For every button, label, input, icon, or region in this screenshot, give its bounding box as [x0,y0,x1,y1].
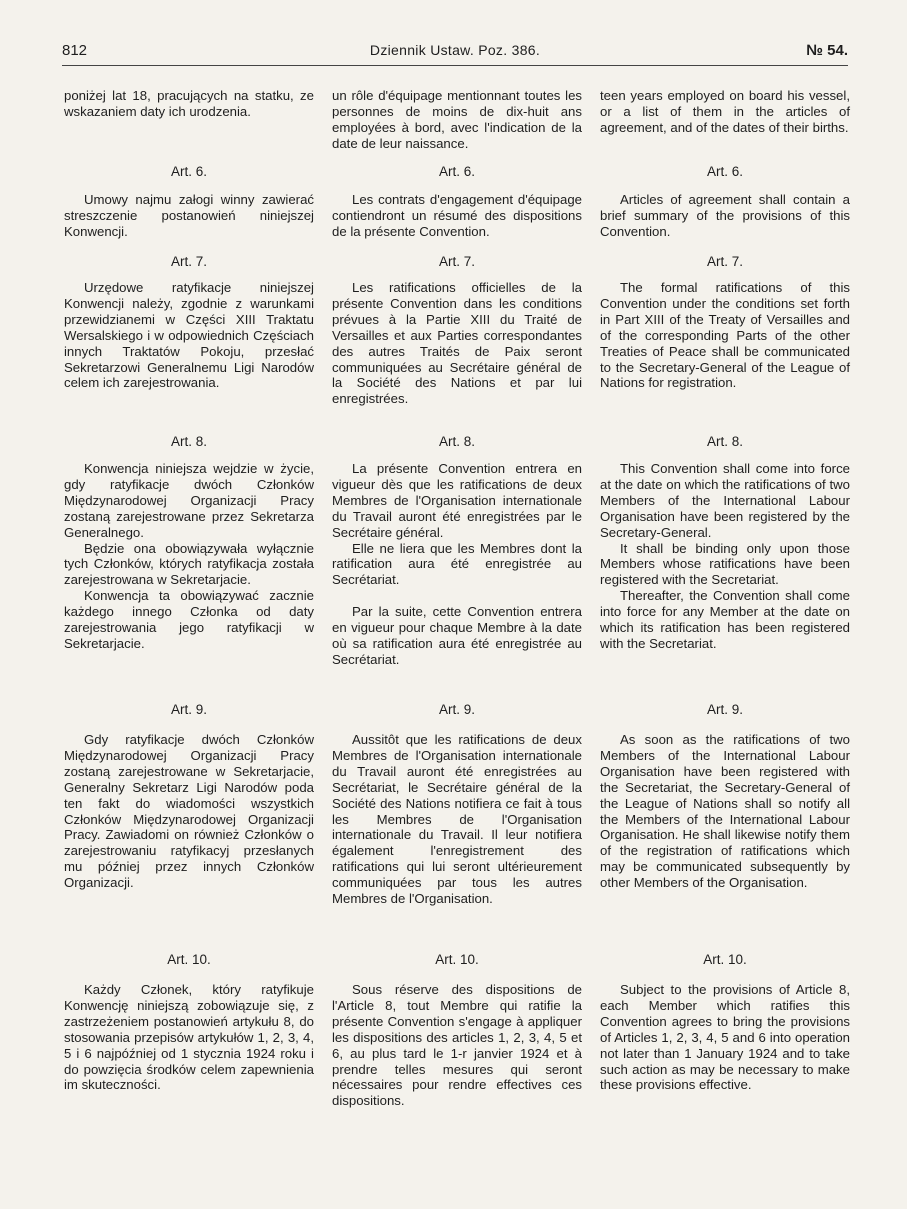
english-intro: teen years employed on board his vessel, or a list of them in the articles of agreement, and of the dates of their births. [600,88,850,135]
polish-art10-heading: Art. 10. [167,952,211,967]
page-header [62,42,848,64]
polish-art9-heading: Art. 9. [170,702,207,717]
polish-art8-p3: Konwencja ta obowiązywać zacznie każdego innego Członka od daty zarejestrowania jego ratyfikacji w Sekretarjacie. [64,588,314,651]
journal-title: Dziennik Ustaw. Poz. 386. [369,42,541,58]
english-art8-p2: It shall be binding only upon those Members whose ratifications have been registered with the Secretariat. [600,540,850,588]
english-art7-text: The formal ratifications of this Convention under the conditions set forth in Part XIII of the Treaty of Versailles and of the corresponding Parts of the other Treaties of Peace shall be communicated to the Secretary-General of the League of Nations for registration. [600,280,850,391]
english-art10-text: Subject to the provisions of Article 8, each Member which ratifies this Convention agrees to bring the provisions of Articles 1, 2, 3, 4, 5 and 6 into operation not later than 1 January 1924 and to take such action as may be necessary to make these provisions effective. [600,982,850,1093]
french-art8-p2: Elle ne liera que les Membres dont la ratification aura été enregistrée au Secrétariat. [332,540,582,588]
french-art7-heading: Art. 7. [438,254,475,269]
polish-art10-text: Każdy Członek, który ratyfikuje Konwencję niniejszą zobowiązuje się, z zastrzeżeniem postanowień artykułu 8, do stosowania przepisów artykułów 1, 2, 3, 4, 5 i 6 najpóźniej od 1 stycznia 1924 roku i do powzięcia środków celem zapewnienia im skuteczności. [64,982,314,1093]
polish-art6-heading: Art. 6. [170,164,207,179]
page-number: 812 [62,42,88,59]
english-art6-heading: Art. 6. [706,164,743,179]
polish-art6-text: Umowy najmu załogi winny zawierać streszczenie postanowień niniejszej Konwencji. [64,192,314,239]
english-art9-text: As soon as the ratifications of two Members of the International Labour Organisation have been registered with the Secretariat, the Secretary-General of the League of Nations shall so notify all the Members of the International Labour Organisation. He shall likewise notify them of the registration of ratifications which may be communicated subsequently by other Members of the Organisation. [600,732,850,891]
polish-art7-heading: Art. 7. [170,254,207,269]
english-art7-heading: Art. 7. [706,254,743,269]
polish-art8-p2: Będzie ona obowiązywała wyłącznie tych Członków, których ratyfikacja została zarejestrowana w Sekretarjacie. [64,540,314,588]
french-art8-p3: Par la suite, cette Convention entrera en vigueur pour chaque Membre à la date où sa ratification aura été enregistrée au Secrétariat. [332,604,582,667]
french-art10-text: Sous réserve des dispositions de l'Article 8, tout Membre qui ratifie la présente Convention s'engage à appliquer les dispositions des articles 1, 2, 3, 4, 5 et 6, au plus tard le 1-r janvier 1924 et à prendre telles mesures qui seront nécessaires pour rendre effectives ces dispositions. [332,982,582,1109]
french-art10-heading: Art. 10. [435,952,479,967]
french-art8-heading: Art. 8. [438,434,475,449]
english-art8-p1: This Convention shall come into force at the date on which the ratifications of two Members of the International Labour Organisation have been registered by the Secretary-General. [600,461,850,540]
english-art9-heading: Art. 9. [706,702,743,717]
french-art8-p1: La présente Convention entrera en vigueur dès que les ratifications de deux Membres de l'Organisation internationale du Travail auront été enregistrées par le Secrétaire général. [332,461,582,540]
polish-art8-heading: Art. 8. [170,434,207,449]
english-art8-heading: Art. 8. [706,434,743,449]
french-art6-heading: Art. 6. [438,164,475,179]
issue-number: № 54. [806,42,848,59]
header-rule [62,65,848,66]
french-art7-text: Les ratifications officielles de la présente Convention dans les conditions prévues à la Partie XIII du Traité de Versailles et aux Parties correspondantes des autres Traités de Paix seront communiquées au Secrétaire général de la Société des Nations et par lui enregistrées. [332,280,582,407]
polish-intro: poniżej lat 18, pracujących na statku, ze wskazaniem daty ich urodzenia. [64,88,314,119]
french-art9-heading: Art. 9. [438,702,475,717]
french-art6-text: Les contrats d'engagement d'équipage contiendront un résumé des dispositions de la présente Convention. [332,192,582,239]
polish-art9-text: Gdy ratyfikacje dwóch Członków Międzynarodowej Organizacji Pracy zostaną zarejestrowane w Sekretarjacie, Generalny Sekretarz Ligi Narodów poda ten fakt do wiadomości wszystkich Członków Międzynarodowej Organizacji Pracy. Zawiadomi on również Członków o zarejestrowaniu ratyfikacyj przesłanych mu później przez innych Członków Organizacji. [64,732,314,891]
french-intro: un rôle d'équipage mentionnant toutes les personnes de moins de dix-huit ans employées à bord, avec l'indication de la date de leur naissance. [332,88,582,151]
polish-art7-text: Urzędowe ratyfikacje niniejszej Konwencji należy, zgodnie z warunkami przewidzianemi w Części XIII Traktatu Wersalskiego i w odpowiednich Częściach innych Traktatów Pokoju, przesłać Sekretarzowi Generalnemu Ligi Narodów celem ich zarejestrowania. [64,280,314,391]
french-art9-text: Aussitôt que les ratifications de deux Membres de l'Organisation internationale du Travail auront été enregistrées au Secrétariat, le Secrétaire général de la Société des Nations notifiera ce fait à tous les Membres de l'Organisation internationale du Travail. Il leur notifiera également l'enregistrement des ratifications qui lui seront ultérieurement communiquées par tous les autres Membres de l'Organisation. [332,732,582,907]
polish-art8-p1: Konwencja niniejsza wejdzie w życie, gdy ratyfikacje dwóch Członków Międzynarodowej Organizacji Pracy zostaną zarejestrowane przez Sekretarza Generalnego. [64,461,314,540]
english-art6-text: Articles of agreement shall contain a brief summary of the provisions of this Convention. [600,192,850,239]
english-art8-p3: Thereafter, the Convention shall come into force for any Member at the date on which its ratification has been registered with the Secretariat. [600,588,850,651]
english-art10-heading: Art. 10. [703,952,747,967]
